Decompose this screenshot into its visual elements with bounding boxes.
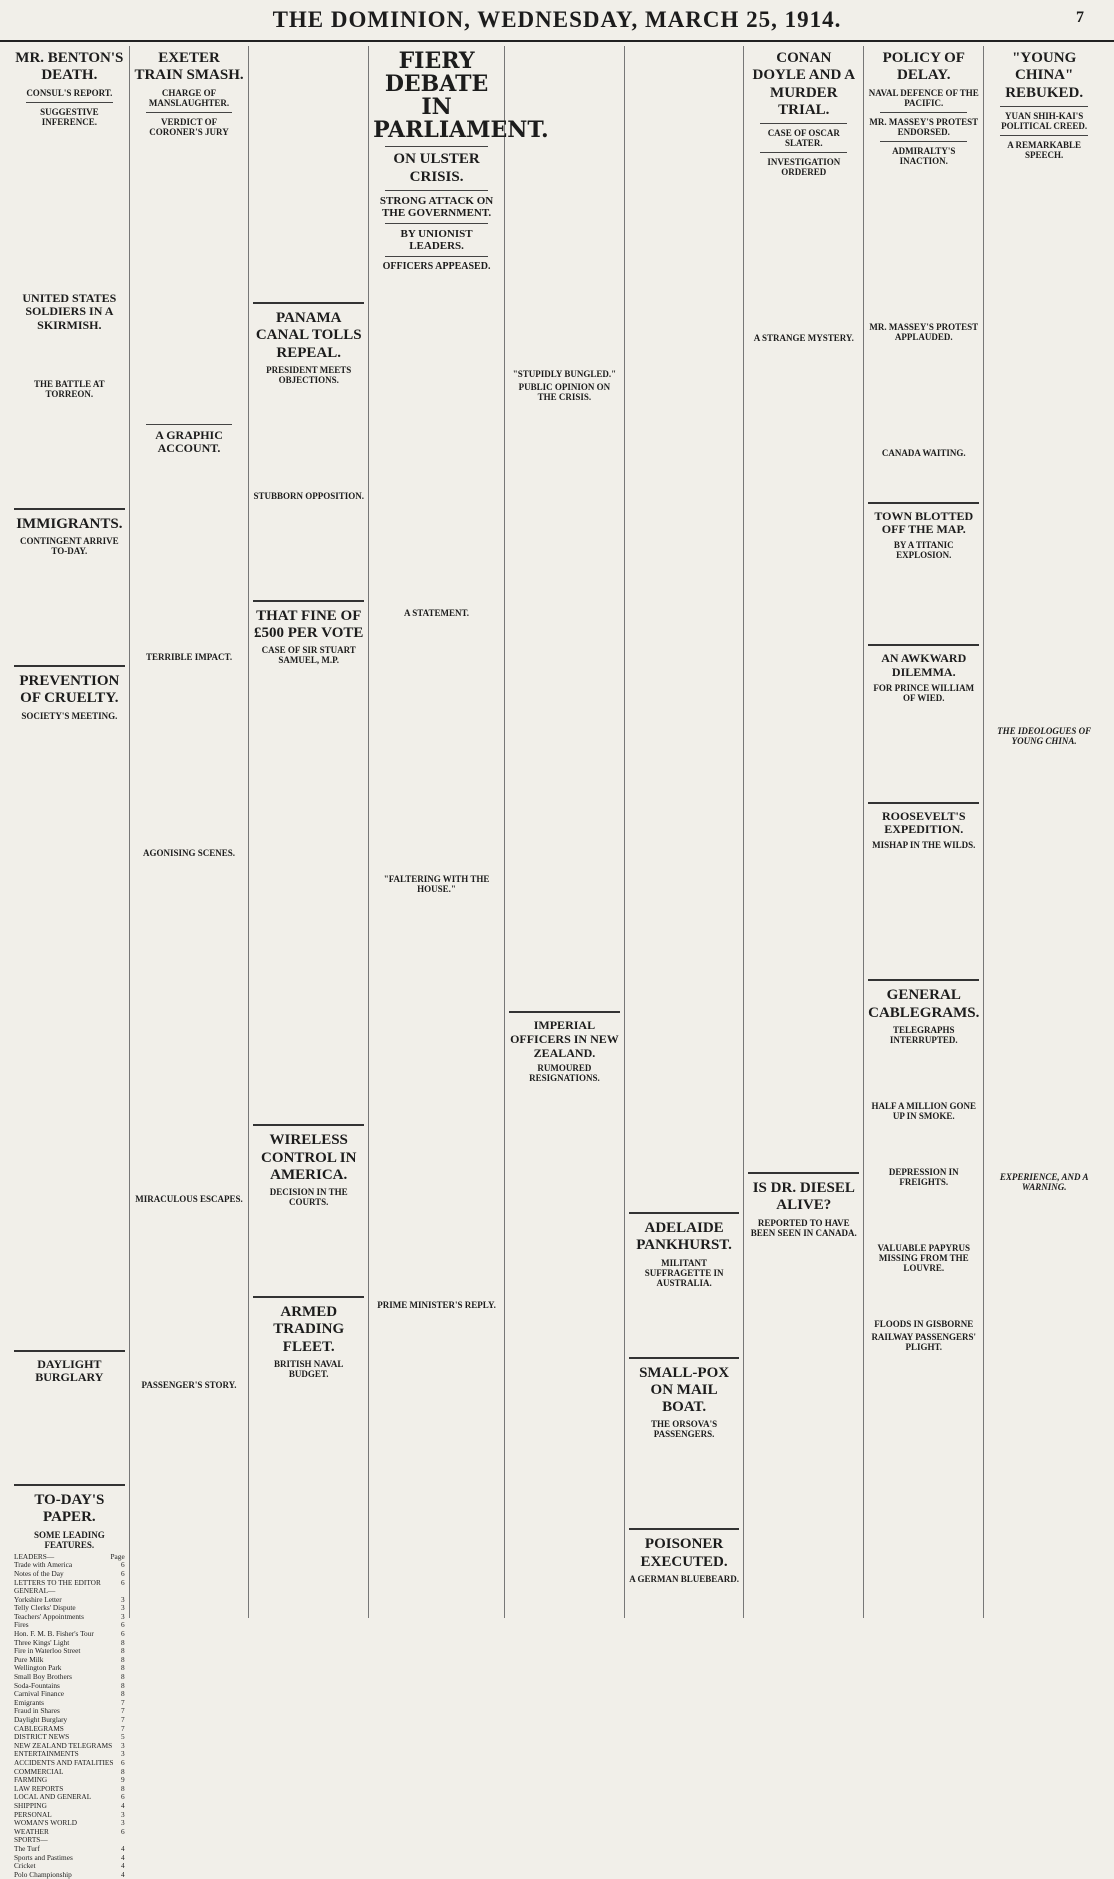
- index-item-page: 6: [121, 1629, 125, 1639]
- index-item-label: Cricket: [14, 1861, 36, 1871]
- subhead: DECISION IN THE COURTS.: [269, 1187, 348, 1207]
- subhead: BY A TITANIC EXPLOSION.: [893, 540, 954, 561]
- index-item-label: Trade with America: [14, 1560, 73, 1570]
- subhead: VERDICT OF CORONER'S JURY: [149, 116, 229, 137]
- headline-young-china: "YOUNG CHINA" REBUKED.: [1005, 50, 1084, 101]
- headline-todays-paper: TO-DAY'S PAPER.: [34, 1492, 105, 1526]
- subhead: SOCIETY'S MEETING.: [21, 710, 118, 721]
- headline-roosevelt: ROOSEVELT'S EXPEDITION.: [881, 808, 966, 837]
- index-item-label: CABLEGRAMS: [14, 1723, 64, 1733]
- subhead: OFFICERS APPEASED.: [382, 260, 491, 272]
- subhead: BRITISH NAVAL BUDGET.: [273, 1358, 344, 1379]
- index-item-page: 8: [121, 1654, 125, 1664]
- index-item-page: 4: [121, 1869, 125, 1879]
- index-item-page: 8: [121, 1689, 125, 1699]
- subhead: STUBBORN OPPOSITION.: [253, 490, 364, 501]
- subhead: THE BATTLE AT TORREON.: [33, 378, 105, 399]
- article-body: [134, 665, 245, 845]
- headline-burglary: DAYLIGHT BURGLARY: [35, 1356, 104, 1385]
- index-item-label: WOMAN'S WORLD: [14, 1818, 77, 1828]
- index-item-label: Sports and Pastimes: [14, 1852, 73, 1862]
- index-item-label: GENERAL—: [14, 1586, 56, 1596]
- subhead: TERRIBLE IMPACT.: [145, 652, 233, 663]
- article-body: [868, 461, 979, 496]
- column-4: [369, 46, 549, 1618]
- index-item-label: Polo Championship: [14, 1869, 72, 1879]
- article-body: [373, 621, 500, 871]
- index-item: [14, 1871, 125, 1879]
- index-item-page: 8: [121, 1766, 125, 1776]
- index-item-label: Yorkshire Letter: [14, 1594, 62, 1604]
- index-item-page: 6: [121, 1560, 125, 1570]
- index-item-page: 8: [121, 1672, 125, 1682]
- index-item-page: 7: [121, 1723, 125, 1733]
- article-body: [14, 130, 125, 288]
- subhead: MIRACULOUS ESCAPES.: [135, 1194, 243, 1205]
- article-body: [629, 1291, 740, 1351]
- headline-poisoner: POISONER EXECUTED.: [640, 1536, 728, 1570]
- article-body: [134, 459, 245, 649]
- article-body: [253, 668, 364, 1118]
- subhead: SUGGESTIVE INFERENCE.: [40, 106, 99, 127]
- index-item-label: Small Boy Brothers: [14, 1672, 72, 1682]
- article-body: [253, 388, 364, 488]
- index-item-page: 6: [121, 1826, 125, 1836]
- index-item-label: LETTERS TO THE EDITOR: [14, 1577, 101, 1587]
- subhead: A REMARKABLE SPEECH.: [1007, 139, 1082, 160]
- index-item-label: Fraud in Shares: [14, 1706, 60, 1716]
- features-index: [14, 1553, 125, 1879]
- index-item-page: 7: [121, 1706, 125, 1716]
- headline-panama: PANAMA CANAL TOLLS REPEAL.: [255, 310, 362, 361]
- index-item-page: 3: [121, 1740, 125, 1750]
- index-item-label: Daylight Burglary: [14, 1715, 68, 1725]
- index-item-label: Wellington Park: [14, 1663, 62, 1673]
- index-item-page: 6: [121, 1577, 125, 1587]
- article-body: [14, 724, 125, 1344]
- newspaper-columns: [10, 46, 1104, 1879]
- index-item-page: 3: [121, 1809, 125, 1819]
- article-body: [134, 861, 245, 1191]
- index-item-page: 4: [121, 1800, 125, 1810]
- subhead: PUBLIC OPINION ON THE CRISIS.: [518, 382, 611, 402]
- subhead: THE ORSOVA'S PASSENGERS.: [651, 1419, 718, 1440]
- headline-fine: THAT FINE OF £500 PER VOTE: [253, 607, 364, 641]
- index-item-label: Pure Milk: [14, 1654, 44, 1664]
- index-item-label: NEW ZEALAND TELEGRAMS: [14, 1740, 113, 1750]
- column-1: [10, 46, 130, 1879]
- index-item-page: 6: [121, 1757, 125, 1767]
- subhead: REPORTED TO HAVE BEEN SEEN IN CANADA.: [750, 1217, 857, 1238]
- headline-trading-fleet: ARMED TRADING FLEET.: [273, 1304, 345, 1355]
- article-body: [373, 275, 500, 605]
- index-item-page: 4: [121, 1852, 125, 1862]
- index-item-label: Fires: [14, 1620, 29, 1630]
- index-item-page: 9: [121, 1775, 125, 1785]
- subhead: RAILWAY PASSENGERS' PLIGHT.: [871, 1331, 977, 1352]
- subhead: CONSUL'S REPORT.: [26, 87, 113, 98]
- article-body: [748, 180, 859, 330]
- article-body: [253, 1210, 364, 1290]
- index-item-label: Teachers' Appointments: [14, 1611, 84, 1621]
- column-7: [744, 46, 864, 1618]
- subhead: "STUPIDLY BUNGLED.": [512, 369, 617, 379]
- index-item-label: The Turf: [14, 1843, 40, 1853]
- article-body: [509, 46, 620, 366]
- subhead: STRONG ATTACK ON THE GOVERNMENT.: [379, 194, 494, 219]
- subhead: SOME LEADING FEATURES.: [33, 1529, 105, 1550]
- index-item-label: Fire in Waterloo Street: [14, 1646, 81, 1656]
- subhead: AGONISING SCENES.: [143, 848, 236, 859]
- subhead: FLOODS IN GISBORNE: [874, 1318, 974, 1329]
- index-item-label: SPORTS—: [14, 1835, 48, 1845]
- index-item-page: 8: [121, 1680, 125, 1690]
- article-body: [373, 1313, 500, 1543]
- headline-fiery-debate: FIERY DEBATE IN PARLIAMENT.: [373, 48, 549, 144]
- index-item-label: LAW REPORTS: [14, 1783, 64, 1793]
- index-item-label: COMMERCIAL: [14, 1766, 64, 1776]
- subhead: MILITANT SUFFRAGETTE IN AUSTRALIA.: [644, 1257, 724, 1288]
- article-body: [253, 46, 364, 296]
- column-8: [864, 46, 984, 1618]
- article-body: [629, 46, 740, 1206]
- index-item-page: 7: [121, 1715, 125, 1725]
- subhead: A STRANGE MYSTERY.: [753, 333, 854, 343]
- article-body: [868, 345, 979, 445]
- index-item-page: 3: [121, 1749, 125, 1759]
- article-body: [14, 402, 125, 502]
- subhead: RUMOURED RESIGNATIONS.: [529, 1063, 600, 1084]
- subhead: ADMIRALTY'S INACTION.: [892, 145, 956, 166]
- column-6: [625, 46, 745, 1618]
- index-item-label: ACCIDENTS AND FATALITIES: [14, 1757, 114, 1767]
- index-item-label: Notes of the Day: [14, 1568, 64, 1578]
- subhead: YUAN SHIH-KAI'S POLITICAL CREED.: [1001, 110, 1088, 131]
- article-body: [868, 706, 979, 796]
- article-body: [868, 1048, 979, 1098]
- subhead: "FALTERING WITH THE HOUSE.": [383, 873, 490, 894]
- headline-conan-doyle: CONAN DOYLE AND A MURDER TRIAL.: [752, 50, 856, 118]
- article-body: [988, 749, 1100, 1169]
- index-item-page: 8: [121, 1646, 125, 1656]
- article-body: [14, 1388, 125, 1478]
- index-item-label: PERSONAL: [14, 1809, 52, 1819]
- article-body: [14, 559, 125, 659]
- subhead: NAVAL DEFENCE OF THE PACIFIC.: [868, 87, 979, 108]
- article-body: [373, 897, 500, 1297]
- subhead: BY UNIONIST LEADERS.: [400, 227, 473, 252]
- article-body: [253, 1382, 364, 1622]
- index-item-page: 3: [121, 1818, 125, 1828]
- headline-benton: MR. BENTON'S DEATH.: [15, 50, 124, 84]
- headline-policy-delay: POLICY OF DELAY.: [882, 50, 965, 84]
- subhead: CONTINGENT ARRIVE TO-DAY.: [20, 536, 119, 557]
- subhead: A STATEMENT.: [404, 607, 470, 618]
- headline-exeter: EXETER TRAIN SMASH.: [134, 50, 244, 84]
- subhead: VALUABLE PAPYRUS MISSING FROM THE LOUVRE.: [877, 1242, 970, 1273]
- subhead: THE IDEOLOGUES OF YOUNG CHINA.: [997, 725, 1092, 746]
- subhead: FOR PRINCE WILLIAM OF WIED.: [873, 682, 975, 703]
- index-item-label: SHIPPING: [14, 1800, 47, 1810]
- headline-skirmish: UNITED STATES SOLDIERS IN A SKIRMISH.: [22, 290, 117, 333]
- headline-imperial-officers: IMPERIAL OFFICERS IN NEW ZEALAND.: [510, 1018, 619, 1060]
- subhead: TELEGRAPHS INTERRUPTED.: [889, 1024, 958, 1045]
- subhead: MR. MASSEY'S PROTEST APPLAUDED.: [869, 321, 979, 342]
- column-9: [984, 46, 1104, 1618]
- index-item-label: LEADERS—: [14, 1551, 55, 1561]
- article-body: [868, 1355, 979, 1595]
- index-item-label: LOCAL AND GENERAL: [14, 1792, 92, 1802]
- index-item-page: 5: [121, 1732, 125, 1742]
- index-item-label: Telly Clerks' Dispute: [14, 1603, 76, 1613]
- page-number: 7: [1076, 9, 1084, 26]
- subhead: CASE OF SIR STUART SAMUEL, M.P.: [261, 645, 356, 666]
- headline-awkward-dilemma: AN AWKWARD DILEMMA.: [881, 651, 967, 679]
- article-body: [629, 1587, 740, 1707]
- headline-graphic-account: A GRAPHIC ACCOUNT.: [155, 427, 223, 456]
- index-item-label: WEATHER: [14, 1826, 49, 1836]
- index-item-page: 3: [121, 1603, 125, 1613]
- article-body: [14, 336, 125, 376]
- headline-immigrants: IMMIGRANTS.: [16, 515, 123, 532]
- index-item-label: Soda-Fountains: [14, 1680, 60, 1690]
- article-body: [134, 140, 245, 420]
- article-body: [868, 1276, 979, 1316]
- column-2: [130, 46, 250, 1618]
- column-3: [249, 46, 369, 1618]
- index-item-page: 8: [121, 1637, 125, 1647]
- index-item: [14, 1613, 125, 1622]
- article-body: [868, 169, 979, 319]
- subhead: MISHAP IN THE WILDS.: [872, 840, 976, 851]
- article-body: [748, 1241, 859, 1621]
- subhead: PASSENGER'S STORY.: [141, 1380, 237, 1391]
- index-item-page: 8: [121, 1663, 125, 1673]
- index-item-page: 4: [121, 1843, 125, 1853]
- article-body: [868, 1124, 979, 1164]
- headline-cruelty: PREVENTION OF CRUELTY.: [19, 673, 120, 707]
- subhead: PRESIDENT MEETS OBJECTIONS.: [266, 364, 352, 385]
- index-item-label: Emigrants: [14, 1697, 44, 1707]
- index-item-page: 8: [121, 1783, 125, 1793]
- index-item-page: 6: [121, 1620, 125, 1630]
- index-item-label: Hon. F. M. B. Fisher's Tour: [14, 1629, 94, 1639]
- index-item-page: 3: [121, 1594, 125, 1604]
- headline-smallpox: SMALL-POX ON MAIL BOAT.: [639, 1364, 730, 1415]
- article-body: [868, 853, 979, 973]
- index-item-page: 6: [121, 1568, 125, 1578]
- subhead: INVESTIGATION ORDERED: [767, 157, 841, 177]
- article-body: [253, 504, 364, 594]
- subhead: HALF A MILLION GONE UP IN SMOKE.: [871, 1100, 976, 1121]
- article-body: [509, 1086, 620, 1606]
- subhead: DEPRESSION IN FREIGHTS.: [888, 1166, 959, 1187]
- article-body: [509, 405, 620, 1005]
- article-body: [868, 563, 979, 638]
- index-item-label: Carnival Finance: [14, 1689, 65, 1699]
- index-item-page: 7: [121, 1697, 125, 1707]
- headline-pankhurst: ADELAIDE PANKHURST.: [636, 1220, 732, 1254]
- column-5: [505, 46, 625, 1618]
- article-body: [748, 346, 859, 1166]
- index-item-page: Page: [110, 1551, 125, 1561]
- index-item-page: 4: [121, 1861, 125, 1871]
- subhead: MR. MASSEY'S PROTEST ENDORSED.: [869, 116, 979, 137]
- index-item-page: 6: [121, 1792, 125, 1802]
- subhead: CANADA WAITING.: [881, 447, 966, 458]
- headline-general-cablegrams: GENERAL CABLEGRAMS.: [868, 987, 980, 1021]
- masthead-title: THE DOMINION, WEDNESDAY, MARCH 25, 1914.: [272, 7, 842, 32]
- article-body: [134, 1207, 245, 1377]
- article-body: [988, 163, 1100, 723]
- index-item-label: Three Kings' Light: [14, 1637, 70, 1647]
- index-item-label: FARMING: [14, 1775, 48, 1785]
- masthead: [0, 0, 1114, 42]
- index-item-label: DISTRICT NEWS: [14, 1732, 70, 1742]
- subhead: A GERMAN BLUEBEARD.: [629, 1573, 739, 1584]
- article-body: [629, 1442, 740, 1522]
- article-body: [868, 1190, 979, 1240]
- article-body: [134, 1393, 245, 1553]
- subhead: CHARGE OF MANSLAUGHTER.: [148, 87, 230, 108]
- headline-diesel: IS DR. DIESEL ALIVE?: [752, 1180, 855, 1214]
- subhead: CASE OF OSCAR SLATER.: [767, 128, 840, 148]
- article-body: [988, 1195, 1100, 1615]
- subhead: EXPERIENCE, AND A WARNING.: [999, 1171, 1089, 1192]
- index-item-label: ENTERTAINMENTS: [14, 1749, 79, 1759]
- index-item-page: 3: [121, 1611, 125, 1621]
- headline-ulster: ON ULSTER CRISIS.: [393, 151, 480, 185]
- subhead: PRIME MINISTER'S REPLY.: [377, 1299, 496, 1310]
- headline-wireless: WIRELESS CONTROL IN AMERICA.: [261, 1132, 357, 1183]
- headline-town-blotted: TOWN BLOTTED OFF THE MAP.: [874, 508, 974, 537]
